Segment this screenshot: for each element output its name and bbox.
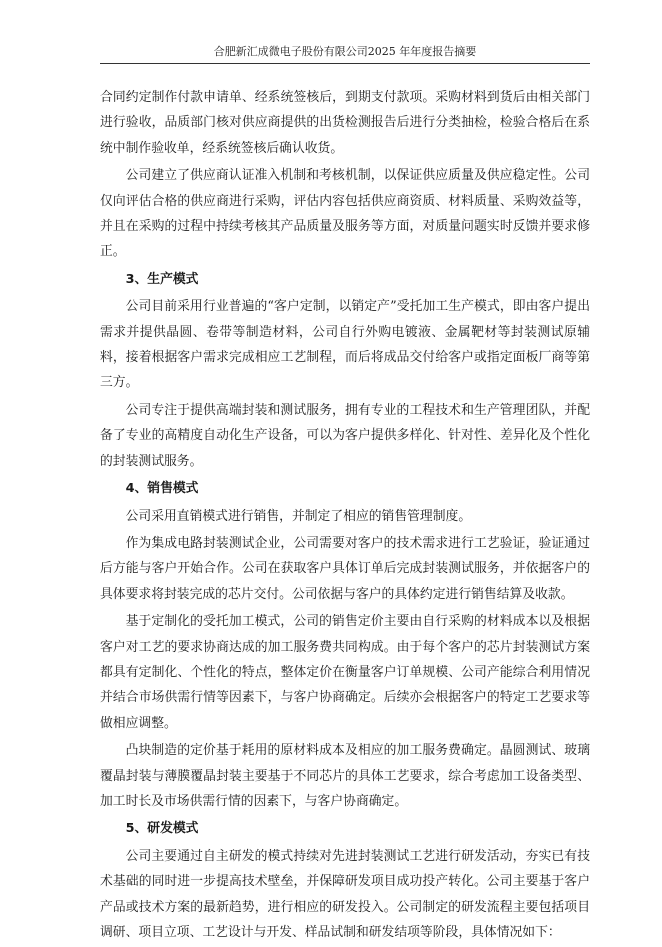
paragraph-packaging-services: 公司专注于提供高端封装和测试服务，拥有专业的工程技术和生产管理团队，并配备了专业的高精度自动化生产设备，可以为客户提供多样化、针对性、差异化及个性化的封装测试服务。 [100, 402, 590, 469]
paragraph-production-model: 公司目前采用行业普遍的“客户定制，以销定产”受托加工生产模式，即由客户提出需求并提供晶圆、卷带等制造材料，公司自行外购电镀液、金属靶材等封装测试原辅料，接着根据客户需求完成相应工艺制程，而后将成品交付给客户或指定面板厂商等第三方。 [100, 299, 590, 391]
paragraph-rd-process: 公司主要通过自主研发的模式持续对先进封装测试工艺进行研发活动，夯实已有技术基础的同时进一步提高技术壁垒，并保障研发项目成功投产转化。公司主要基于客户产品或技术方案的最新趋势，进行相应的研发投入。公司制定的研发流程主要包括项目调研、项目立项、工艺设计与开发、样品试制和研发结项等阶段，具体情况如下： [100, 848, 590, 940]
header-rule [100, 63, 590, 64]
paragraph-direct-sales: 公司采用直销模式进行销售，并制定了相应的销售管理制度。 [125, 508, 472, 524]
paragraph-payment-process: 合同约定制作付款申请单、经系统签核后，到期支付款项。采购材料到货后由相关部门进行验收，品质部门核对供应商提供的出货检测报告后进行分类抽检，检验合格后在系统中制作验收单，经系统签核后确认收货。 [100, 90, 590, 156]
page-header: 合肥新汇成微电子股份有限公司2025 年年度报告摘要 [213, 45, 477, 58]
paragraph-supplier-certification: 公司建立了供应商认证准入机制和考核机制，以保证供应质量及供应稳定性。公司仅向评估合格的供应商进行采购，评估内容包括供应商资质、材料质量、采购效益等，并且在采购的过程中持续考核其产品质量及服务等方面，对质量问题实时反馈并要求修正。 [100, 168, 590, 260]
section-heading-rd-model: 5、研发模式 [125, 821, 199, 837]
section-heading-sales-model: 4、销售模式 [125, 481, 199, 497]
document-body [100, 85, 590, 947]
section-heading-production-model: 3、生产模式 [125, 271, 199, 287]
paragraph-bump-pricing: 凸块制造的定价基于耗用的原材料成本及相应的加工服务费确定。晶圆测试、玻璃覆晶封装与薄膜覆晶封装主要基于不同芯片的具体工艺要求，综合考虑加工设备类型、加工时长及市场供需行情的因素下，与客户协商确定。 [100, 743, 590, 809]
paragraph-pricing: 基于定制化的受托加工模式，公司的销售定价主要由自行采购的材料成本以及根据客户对工艺的要求协商达成的加工服务费共同构成。由于每个客户的芯片封装测试方案都具有定制化、个性化的特点，整体定价在衡量客户订单规模、公司产能综合利用情况并结合市场供需行情等因素下，与客户协商确定。后续亦会根据客户的特定工艺要求等做相应调整。 [100, 614, 590, 731]
paragraph-process-verification: 作为集成电路封装测试企业，公司需要对客户的技术需求进行工艺验证，验证通过后方能与客户开始合作。公司在获取客户具体订单后完成封装测试服务，并依据客户的具体要求将封装完成的芯片交付。公司依据与客户的具体约定进行销售结算及收款。 [100, 535, 590, 602]
